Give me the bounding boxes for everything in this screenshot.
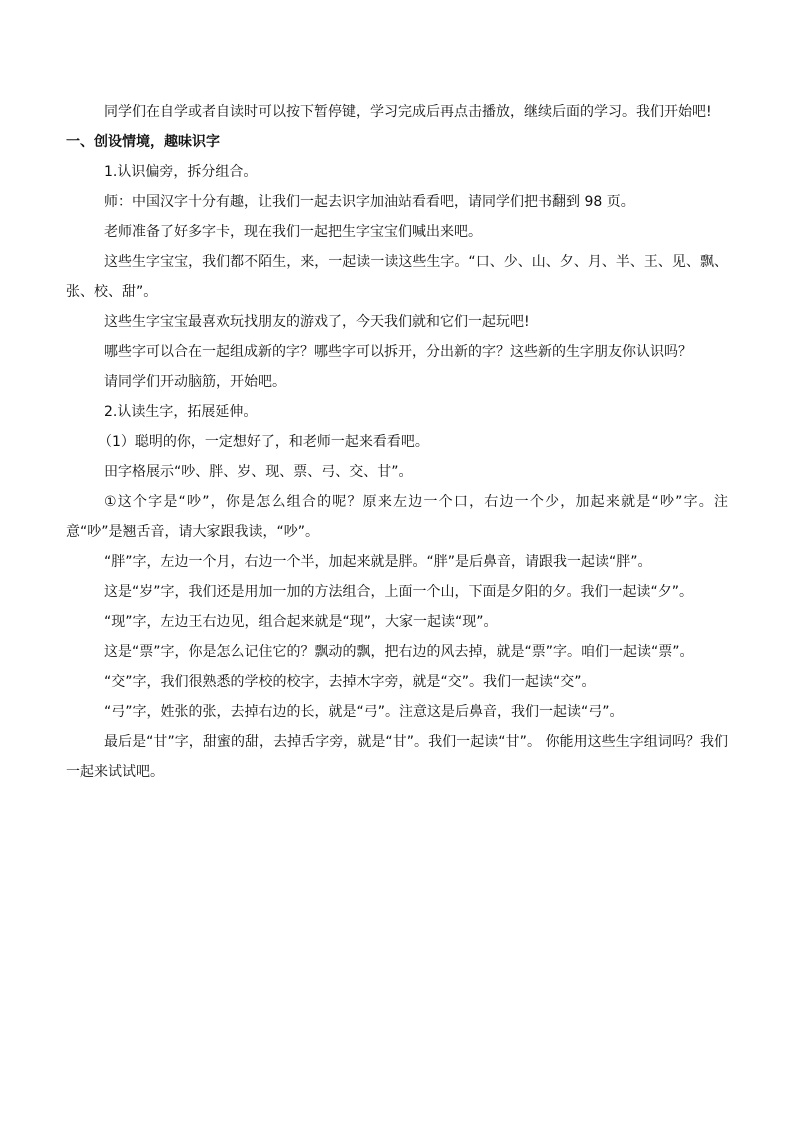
paragraph: ①这个字是“吵”，你是怎么组合的呢？原来左边一个口，右边一个少，加起来就是“吵”字。注意“吵”是翘舌音，请大家跟我读，“吵”。 [66,494,728,540]
paragraph: 老师准备了好多字卡，现在我们一起把生字宝宝们喊出来吧。 [104,224,482,240]
paragraph: 哪些字可以合在一起组成新的字？哪些字可以拆开，分出新的字？这些新的生字朋友你认识吗？ [104,344,692,360]
paragraph: “交”字，我们很熟悉的学校的校字，去掉木字旁，就是“交”。我们一起读“交”。 [104,674,596,690]
paragraph: （1）聪明的你，一定想好了，和老师一起来看看吧。 [98,434,429,450]
subsection-title: 2.认读生字，拓展延伸。 [104,404,258,420]
paragraph: 请同学们开动脑筋，开始吧。 [104,374,286,390]
paragraph: “胖”字，左边一个月，右边一个半，加起来就是胖。“胖”是后鼻音，请跟我一起读“胖”。 [104,554,652,570]
paragraph: 这些生字宝宝，我们都不陌生，来，一起读一读这些生字。“口、少、山、夕、月、半、王、见、飘、张、校、甜”。 [66,254,728,300]
paragraph: “弓”字，姓张的张，去掉右边的长，就是“弓”。注意这是后鼻音，我们一起读“弓”。 [104,704,624,720]
paragraph: “现”字，左边王右边见，组合起来就是“现”，大家一起读“现”。 [104,614,498,630]
section-heading: 一、创设情境，趣味识字 [66,134,220,150]
paragraph: 这些生字宝宝最喜欢玩找朋友的游戏了，今天我们就和它们一起玩吧! [104,314,530,330]
paragraph: 这是“票”字，你是怎么记住它的？飘动的飘，把右边的风去掉，就是“票”字。咱们一起读“票”。 [104,644,694,660]
intro-paragraph: 同学们在自学或者自读时可以按下暂停键，学习完成后再点击播放，继续后面的学习。我们开始吧! [104,104,712,120]
paragraph: 田字格展示“吵、胖、岁、现、票、弓、交、甘”。 [104,464,413,480]
subsection-title: 1.认识偏旁，拆分组合。 [104,164,258,180]
document-body [66,97,728,787]
paragraph: 这是“岁”字，我们还是用加一加的方法组合，上面一个山，下面是夕阳的夕。我们一起读“夕”。 [104,584,694,600]
paragraph: 师：中国汉字十分有趣，让我们一起去识字加油站看看吧，请同学们把书翻到 98 页。 [104,194,635,210]
paragraph: 最后是“甘”字，甜蜜的甜，去掉舌字旁，就是“甘”。我们一起读“甘”。 你能用这些生字组词吗？我们一起来试试吧。 [66,734,728,780]
